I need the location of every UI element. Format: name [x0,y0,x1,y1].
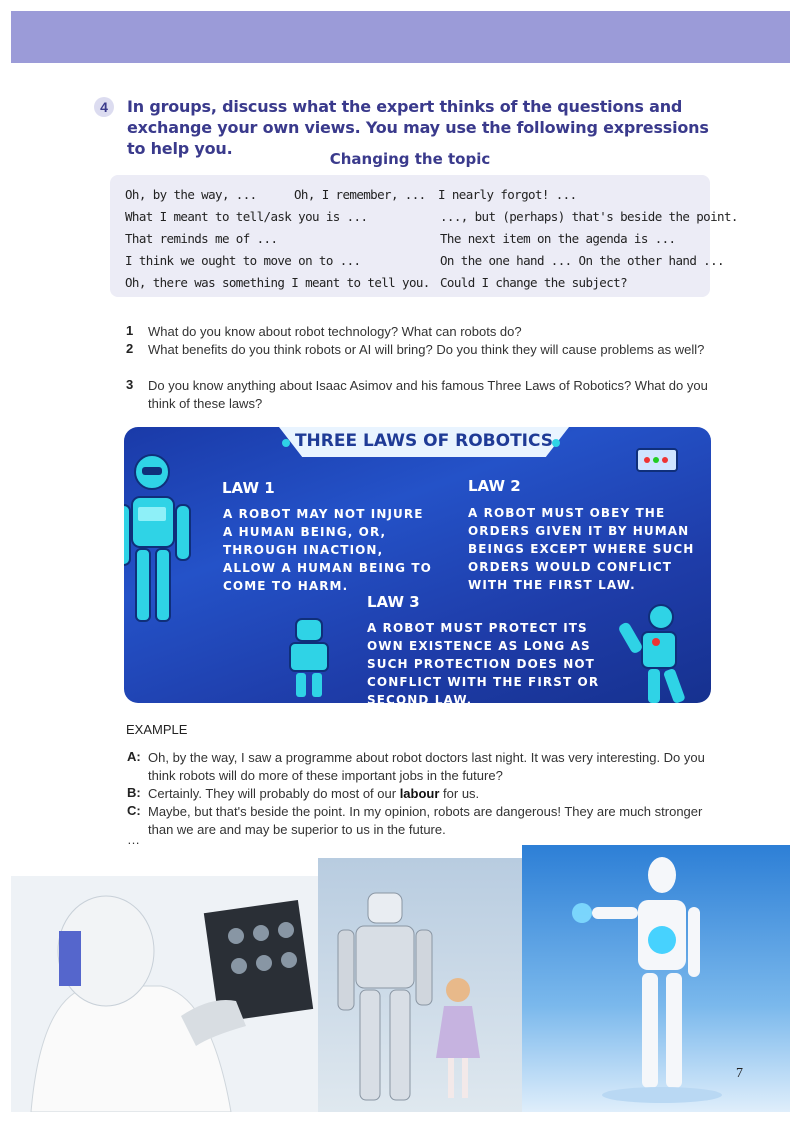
expression: I nearly forgot! ... [438,187,577,202]
section-title: Changing the topic [329,150,491,168]
question-number: 3 [126,377,134,392]
control-panel-icon [637,449,677,471]
dialogue-line: Certainly. They will probably do most of our labour for us. [148,786,480,801]
robot-and-girl-photo [318,858,523,1112]
law-1-text: A ROBOT MAY NOT INJURE A HUMAN BEING, OR, THROUGH INACTION, ALLOW A HUMAN BEING TO COME TO HARM. [223,507,432,593]
question-text: What do you know about robot technology? What can robots do? [148,324,522,339]
expression: What I meant to tell/ask you is ... [125,209,368,224]
three-laws-banner [124,427,711,703]
question-number: 1 [126,323,134,338]
expressions-box [110,175,738,297]
law-2-heading: LAW 2 [468,477,521,495]
task-number: 4 [94,97,114,117]
vocab-highlight: labour [399,786,440,801]
speaker-label: B: [127,785,141,800]
law-3-text: A ROBOT MUST PROTECT ITS OWN EXISTENCE AS LONG AS SUCH PROTECTION DOES NOT CONFLICT WITH THE FIRST OR SECOND LAW. [367,621,600,703]
expression: On the one hand ... On the other hand ... [440,253,724,268]
banner-title: THREE LAWS OF ROBOTICS [294,431,554,451]
speaker-label: A: [127,749,141,764]
expression: That reminds me of ... [125,231,278,246]
header-bar [11,11,790,63]
law-3-heading: LAW 3 [367,593,420,611]
dialogue-line: Oh, by the way, I saw a programme about robot doctors last night. It was very interesting. Do you think robots will do more of these important jobs in the future? [148,750,705,783]
question-text: Do you know anything about Isaac Asimov and his famous Three Laws of Robotics? What do you think of these laws? [148,378,708,411]
speaker-label: C: [127,803,141,818]
expression: I think we ought to move on to ... [125,253,361,268]
expression: Oh, there was something I meant to tell you. [125,275,430,290]
robot-right-icon [617,605,685,703]
robot-small-icon [290,619,328,697]
law-1-heading: LAW 1 [222,479,275,497]
expression: Oh, I remember, ... [294,187,426,202]
question-text: What benefits do you think robots or AI will bring? Do you think they will cause problems as well? [148,342,705,357]
robot-doctor-photo [11,876,321,1112]
dialogue-line: Maybe, but that's beside the point. In my opinion, robots are dangerous! They are much stronger than we are and may be superior to us in the future. [148,804,703,837]
law-2-text: A ROBOT MUST OBEY THE ORDERS GIVEN IT BY HUMAN BEINGS EXCEPT WHERE SUCH ORDERS WOULD CONFLICT WITH THE FIRST LAW. [468,506,695,592]
question-number: 2 [126,341,134,356]
robot-holding-light-photo [522,845,790,1112]
ellipsis: … [127,832,140,847]
task-instruction: In groups, discuss what the expert thinks of the questions and exchange your own views. You may use the following expressions to help you. [127,97,709,158]
robot-left-icon [124,455,190,621]
expression: Could I change the subject? [440,275,627,290]
expression: The next item on the agenda is ... [440,231,676,246]
expression: Oh, by the way, ... [125,187,257,202]
expression: ..., but (perhaps) that's beside the point. [440,209,738,224]
page-number: 7 [736,1066,743,1081]
example-label: EXAMPLE [126,722,188,737]
